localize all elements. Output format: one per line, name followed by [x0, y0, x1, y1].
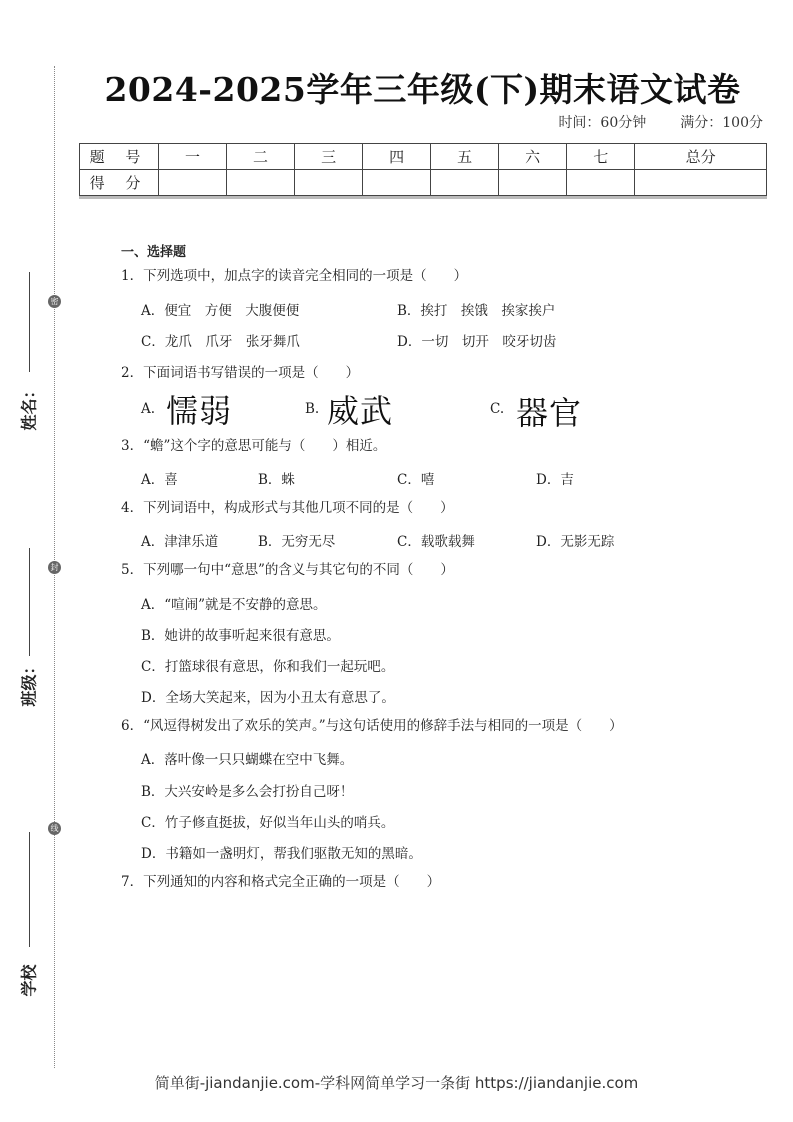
score-input-cell[interactable]: [431, 170, 499, 196]
question-1-option-b[interactable]: B．挨打 挨饿 挨家挨户: [397, 303, 556, 319]
question-2-stem: 2．下面词语书写错误的一项是（ ）: [121, 365, 360, 381]
score-input-cell[interactable]: [159, 170, 227, 196]
score-input-cell[interactable]: [499, 170, 567, 196]
score-header-cell: 六: [499, 144, 567, 170]
class-underline: [29, 548, 30, 656]
score-row-label: 得 分: [80, 170, 159, 196]
score-input-cell[interactable]: [227, 170, 295, 196]
score-header-cell: 一: [159, 144, 227, 170]
question-2-option-a-word: 懦弱: [166, 392, 233, 430]
score-table: [79, 143, 767, 196]
question-2-option-b-label[interactable]: B.: [305, 401, 320, 417]
question-5-option-d[interactable]: D．全场大笑起来，因为小丑太有意思了。: [141, 690, 395, 706]
question-2-option-c-word: 器官: [516, 394, 583, 432]
seal-mark-xian: 线: [48, 822, 61, 835]
score-input-cell[interactable]: [567, 170, 635, 196]
question-5-stem: 5．下列哪一句中“意思”的含义与其它句的不同（ ）: [121, 562, 454, 578]
question-6-option-c[interactable]: C．竹子修直挺拔，好似当年山头的哨兵。: [141, 815, 395, 831]
question-3-option-a[interactable]: A．喜: [141, 472, 178, 488]
question-4-option-b[interactable]: B．无穷无尽: [258, 534, 336, 550]
question-6-stem: 6．“风逗得树发出了欢乐的笑声。”与这句话使用的修辞手法与相同的一项是（ ）: [121, 718, 623, 734]
question-4-option-d[interactable]: D．无影无踪: [536, 534, 615, 550]
score-header-cell: 三: [295, 144, 363, 170]
score-input-cell[interactable]: [363, 170, 431, 196]
class-label: 班级：: [19, 658, 39, 707]
question-6-option-b[interactable]: B．大兴安岭是多么会打扮自己呀！: [141, 784, 354, 800]
question-1-stem: 1．下列选项中，加点字的读音完全相同的一项是（ ）: [121, 268, 468, 284]
question-6-option-d[interactable]: D．书籍如一盏明灯，帮我们驱散无知的黑暗。: [141, 846, 422, 862]
exam-meta: [554, 112, 763, 132]
score-header-cell: 二: [227, 144, 295, 170]
section-heading: 一、选择题: [121, 245, 187, 260]
question-1-option-d[interactable]: D．一切 切开 咬牙切齿: [397, 334, 557, 350]
name-label: 姓名：: [19, 382, 39, 431]
score-header-cell: 总分: [635, 144, 767, 170]
full-score: 满分：100分: [680, 115, 763, 131]
question-2-option-c-label[interactable]: C.: [490, 401, 505, 417]
question-3-option-d[interactable]: D．吉: [536, 472, 574, 488]
question-6-option-a[interactable]: A．落叶像一只只蝴蝶在空中飞舞。: [141, 752, 354, 768]
question-1-option-a[interactable]: A．便宜 方便 大腹便便: [141, 303, 300, 319]
question-3-stem: 3．“蟾”这个字的意思可能与（ ）相近。: [121, 438, 387, 454]
seal-mark-mi: 密: [48, 295, 61, 308]
question-1-option-c[interactable]: C．龙爪 爪牙 张牙舞爪: [141, 334, 300, 350]
score-header-cell: 五: [431, 144, 499, 170]
question-4-option-a[interactable]: A．津津乐道: [141, 534, 219, 550]
school-label: 学校: [19, 964, 39, 997]
question-4-option-c[interactable]: C．载歌载舞: [397, 534, 475, 550]
score-header-cell: 四: [363, 144, 431, 170]
footer-watermark: 简单街-jiandanjie.com-学科网简单学习一条街 https://jiandanjie.com: [154, 1074, 639, 1092]
score-header-cell: 七: [567, 144, 635, 170]
seal-mark-feng: 封: [48, 561, 61, 574]
school-underline: [29, 832, 30, 947]
score-input-cell[interactable]: [635, 170, 767, 196]
score-table-header-row: [80, 144, 767, 170]
question-5-option-c[interactable]: C．打篮球很有意思，你和我们一起玩吧。: [141, 659, 395, 675]
exam-title: 2024-2025学年三年级(下)期末语文试卷: [104, 70, 741, 109]
question-5-option-a[interactable]: A．“喧闹”就是不安静的意思。: [141, 597, 327, 613]
name-underline: [29, 272, 30, 372]
question-2-option-b-word: 威武: [327, 392, 394, 430]
question-5-option-b[interactable]: B．她讲的故事听起来很有意思。: [141, 628, 340, 644]
time-limit: 时间：60分钟: [558, 115, 647, 131]
question-2-option-a-label[interactable]: A.: [141, 401, 156, 417]
question-7-stem: 7．下列通知的内容和格式完全正确的一项是（ ）: [121, 874, 441, 890]
question-4-stem: 4．下列词语中，构成形式与其他几项不同的是（ ）: [121, 500, 454, 516]
score-table-score-row: [80, 170, 767, 196]
question-3-option-b[interactable]: B．蛛: [258, 472, 295, 488]
question-3-option-c[interactable]: C．嘻: [397, 472, 435, 488]
score-header-cell: 题 号: [80, 144, 159, 170]
score-input-cell[interactable]: [295, 170, 363, 196]
